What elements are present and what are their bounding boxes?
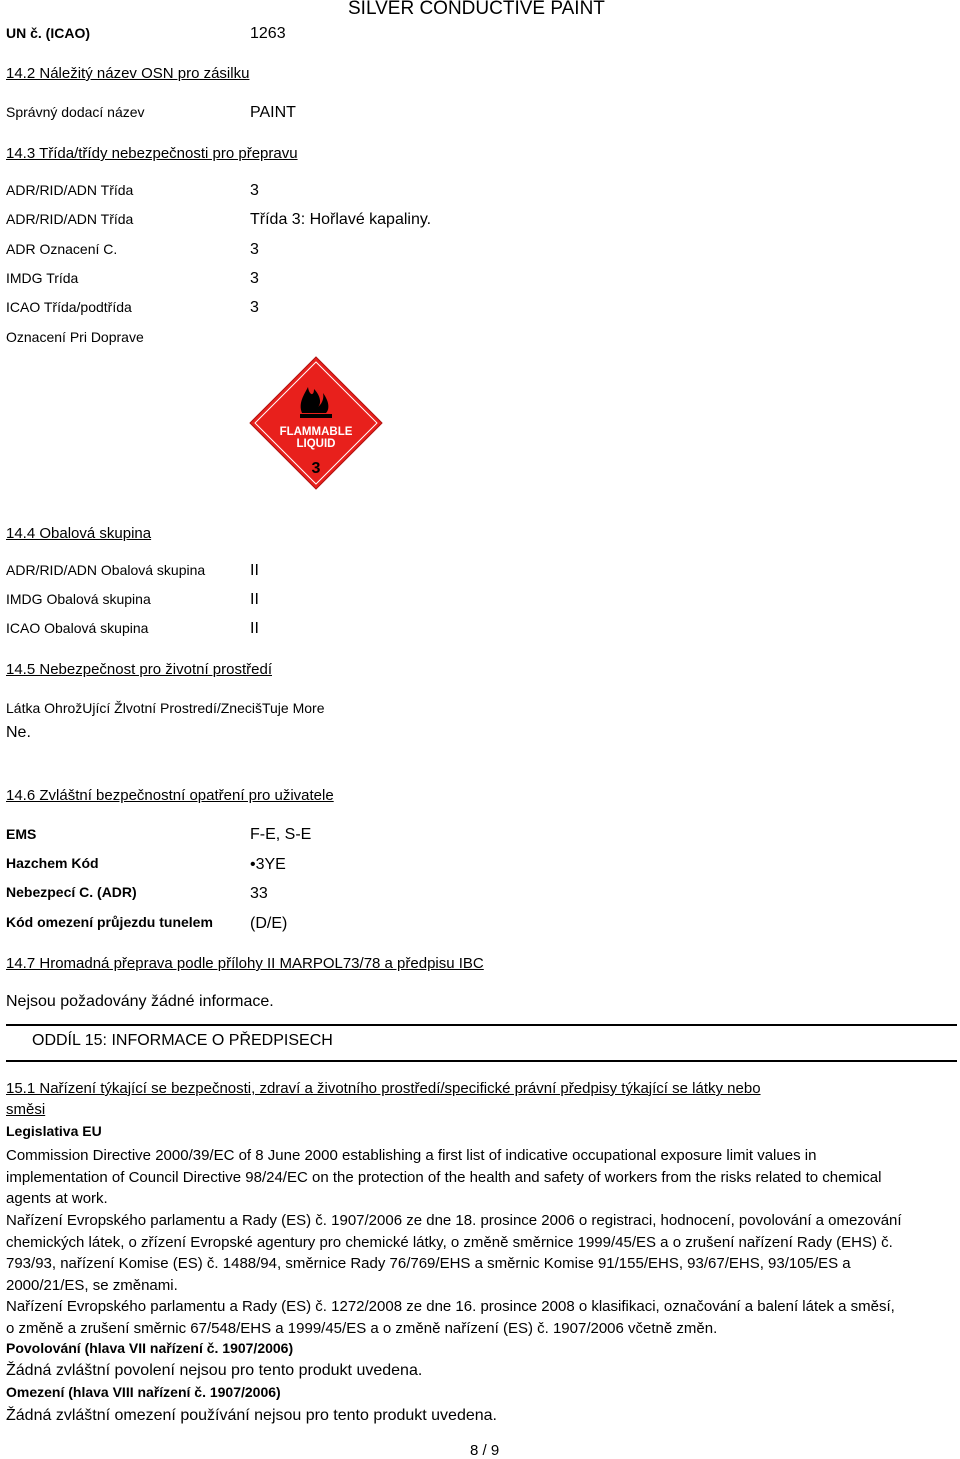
ems-label: EMS [6, 826, 37, 842]
placard-line-1: FLAMMABLE [279, 426, 353, 438]
un-number-label: UN č. (ICAO) [6, 25, 90, 41]
placard-line-2: LIQUID [296, 438, 336, 450]
legislation-paragraph-1: Commission Directive 2000/39/EC of 8 June 2000 establishing a first list of indicative occupational exposure limit values in implementation of Council Directive 98/24/EC on the protection of the health and safety of workers from the risks related to chemical agents at work. [6, 1147, 882, 1207]
page-number: 8 / 9 [470, 1442, 500, 1459]
tunnel-code-label: Kód omezení průjezdu tunelem [6, 914, 213, 930]
flammable-liquid-placard-icon [248, 355, 384, 491]
adr-class-label: ADR/RID/ADN Třída [6, 182, 134, 198]
section-14-2-heading: 14.2 Náležitý název OSN pro zásilku [6, 65, 250, 82]
adr-class-desc-value: Třída 3: Hořlavé kapaliny. [250, 211, 432, 228]
placard-class-number: 3 [311, 460, 321, 477]
section-15-1-heading-line-1: 15.1 Nařízení týkající se bezpečnosti, zdraví a životního prostředí/specifické právní předpisy týkající se látky nebo [6, 1080, 761, 1097]
section-15-title: ODDÍL 15: INFORMACE O PŘEDPISECH [32, 1032, 333, 1049]
adr-packing-group-value: II [250, 562, 259, 579]
restriction-label: Omezení (hlava VIII nařízení č. 1907/2006) [6, 1384, 281, 1400]
tunnel-code-value: (D/E) [250, 915, 288, 932]
restriction-text: Žádná zvláštní omezení používání nejsou pro tento produkt uvedena. [6, 1407, 497, 1424]
shipping-name-label: Správný dodací název [6, 104, 145, 120]
section-15-banner [6, 1024, 957, 1062]
adr-label-value: 3 [250, 241, 259, 258]
authorisation-text: Žádná zvláštní povolení nejsou pro tento produkt uvedena. [6, 1362, 423, 1379]
authorisation-label: Povolování (hlava VII nařízení č. 1907/2006) [6, 1340, 294, 1356]
icao-packing-group-value: II [250, 620, 259, 637]
adr-class-value: 3 [250, 182, 259, 199]
hazard-number-value: 33 [250, 885, 268, 902]
document-title: SILVER CONDUCTIVE PAINT [348, 0, 605, 19]
section-14-5-heading: 14.5 Nebezpečnost pro životní prostředí [6, 661, 272, 678]
shipping-name-value: PAINT [250, 104, 296, 121]
imdg-class-value: 3 [250, 270, 259, 287]
section-14-3-heading: 14.3 Třída/třídy nebezpečnosti pro přepravu [6, 145, 298, 162]
legislation-paragraph-3: Nařízení Evropského parlamentu a Rady (ES) č. 1272/2008 ze dne 16. prosince 2008 o klasifikaci, označování a balení látek a směsí, o změně a zrušení směrnic 67/548/EHS a 1999/45/ES a o změně nařízení (ES) č. 1907/2006 včetně změn. [6, 1298, 895, 1337]
icao-packing-group-label: ICAO Obalová skupina [6, 620, 149, 636]
hazchem-label: Hazchem Kód [6, 855, 99, 871]
marine-pollutant-value: Ne. [6, 724, 31, 741]
adr-packing-group-label: ADR/RID/ADN Obalová skupina [6, 562, 206, 578]
section-14-6-heading: 14.6 Zvláštní bezpečnostní opatření pro uživatele [6, 787, 334, 804]
adr-class-desc-label: ADR/RID/ADN Třída [6, 211, 134, 227]
section-15-1-heading-line-2: směsi [6, 1101, 46, 1118]
icao-class-label: ICAO Třída/podtřída [6, 299, 132, 315]
marine-pollutant-label: Látka OhrožUjící Žlvotní Prostredí/ZnecišTuje More [6, 700, 325, 716]
imdg-packing-group-value: II [250, 591, 259, 608]
section-14-7-heading: 14.7 Hromadná přeprava podle přílohy II MARPOL73/78 a předpisu IBC [6, 955, 484, 972]
hazard-number-label: Nebezpecí C. (ADR) [6, 884, 137, 900]
hazchem-value: •3YE [250, 856, 286, 873]
transport-label-label: Oznacení Pri Doprave [6, 329, 144, 345]
un-number-value: 1263 [250, 25, 286, 42]
section-14-7-text: Nejsou požadovány žádné informace. [6, 993, 274, 1010]
legislation-paragraph-2: Nařízení Evropského parlamentu a Rady (ES) č. 1907/2006 ze dne 18. prosince 2006 o registraci, hodnocení, povolování a omezování chemických látek, o zřízení Evropské agentury pro chemické látky, o změně směrnice 1999/45/ES a o zrušení nařízení Rady (EHS) č. 793/93, nařízení Komise (ES) č. 1488/94, směrnice Rady 76/769/EHS a směrnic Komise 91/155/EHS, 93/67/EHS, 93/105/ES a 2000/21/ES, se změnami. [6, 1212, 902, 1294]
icao-class-value: 3 [250, 299, 259, 316]
imdg-class-label: IMDG Trída [6, 270, 79, 286]
section-14-4-heading: 14.4 Obalová skupina [6, 525, 152, 542]
ems-value: F-E, S-E [250, 826, 312, 843]
imdg-packing-group-label: IMDG Obalová skupina [6, 591, 151, 607]
eu-legislation-label: Legislativa EU [6, 1123, 102, 1139]
adr-label-label: ADR Oznacení C. [6, 241, 118, 257]
